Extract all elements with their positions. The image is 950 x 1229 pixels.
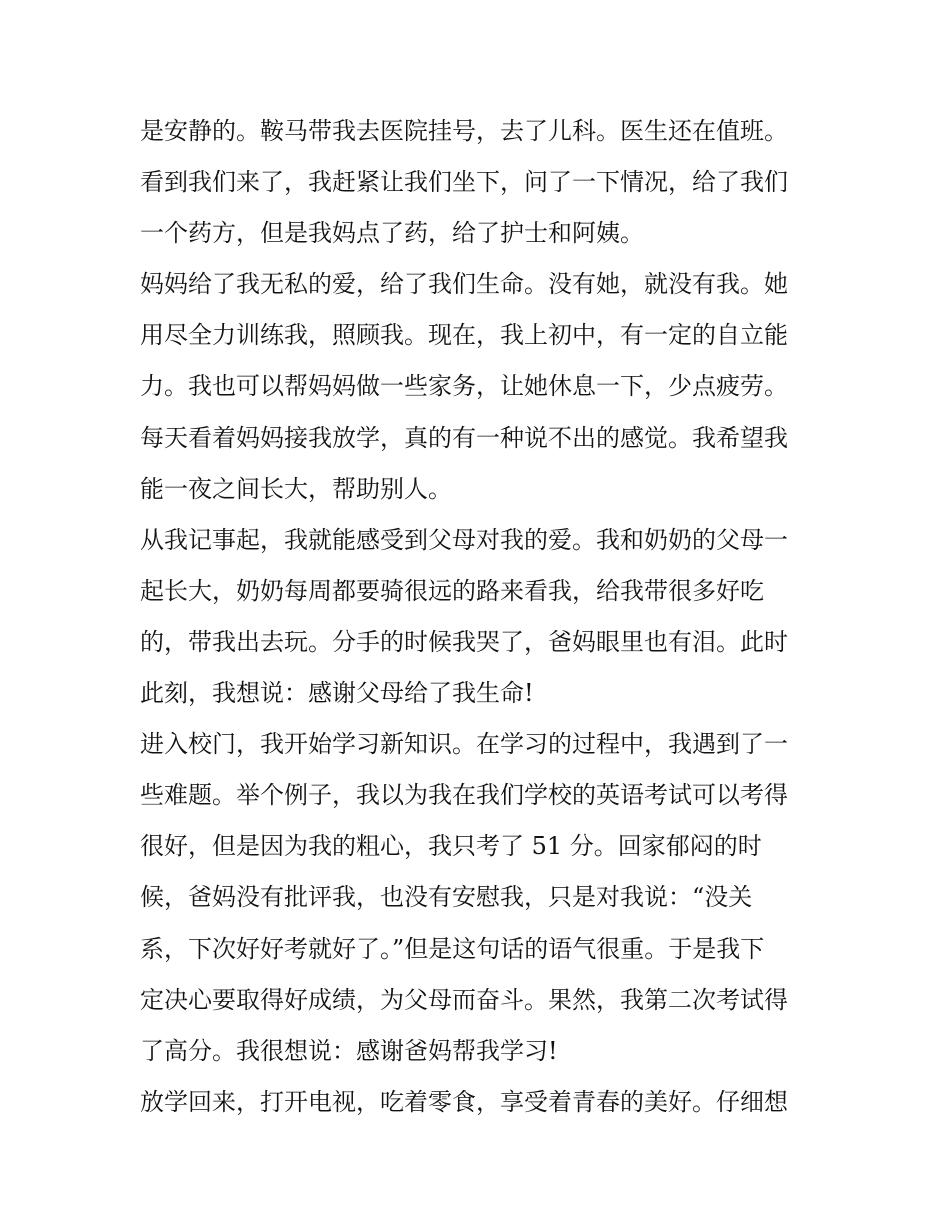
text-line: 候，爸妈没有批评我，也没有安慰我，只是对我说：“没关 [140,883,753,912]
text-line: 一个药方，但是我妈点了药，给了护士和阿姨。 [140,219,644,248]
text-line: 起长大，奶奶每周都要骑很远的路来看我，给我带很多好吃 [140,576,764,605]
text-line: 了高分。我很想说：感谢爸妈帮我学习! [140,1036,558,1065]
text-line: 力。我也可以帮妈妈做一些家务，让她休息一下，少点疲劳。 [140,372,788,401]
text-line: 此刻，我想说：感谢父母给了我生命! [140,679,534,708]
text-line: 每天看着妈妈接我放学，真的有一种说不出的感觉。我希望我 [140,423,788,452]
text-line: 定决心要取得好成绩，为父母而奋斗。果然，我第二次考试得 [140,985,788,1014]
text-line: 放学回来，打开电视，吃着零食，享受着青春的美好。仔细想 [140,1087,788,1116]
text-line: 妈妈给了我无私的爱，给了我们生命。没有她，就没有我。她 [140,270,788,299]
text-line: 进入校门，我开始学习新知识。在学习的过程中，我遇到了一 [140,730,788,759]
text-line: 的，带我出去玩。分手的时候我哭了，爸妈眼里也有泪。此时 [140,627,788,656]
text-line: 看到我们来了，我赶紧让我们坐下，问了一下情况，给了我们 [140,168,788,197]
text-line: 些难题。举个例子，我以为我在我们学校的英语考试可以考得 [140,781,788,810]
text-line: 能一夜之间长大，帮助别人。 [140,474,452,503]
text-line: 用尽全力训练我，照顾我。现在，我上初中，有一定的自立能 [140,321,788,350]
text-line: 很好，但是因为我的粗心，我只考了 51 分。回家郁闷的时 [140,832,762,861]
text-line: 是安静的。鞍马带我去医院挂号，去了儿科。医生还在值班。 [140,117,788,145]
text-line: 系，下次好好考就好了。”但是这句话的语气很重。于是我下 [140,934,765,963]
document-body [140,106,820,1128]
text-line: 从我记事起，我就能感受到父母对我的爱。我和奶奶的父母一 [140,525,788,554]
